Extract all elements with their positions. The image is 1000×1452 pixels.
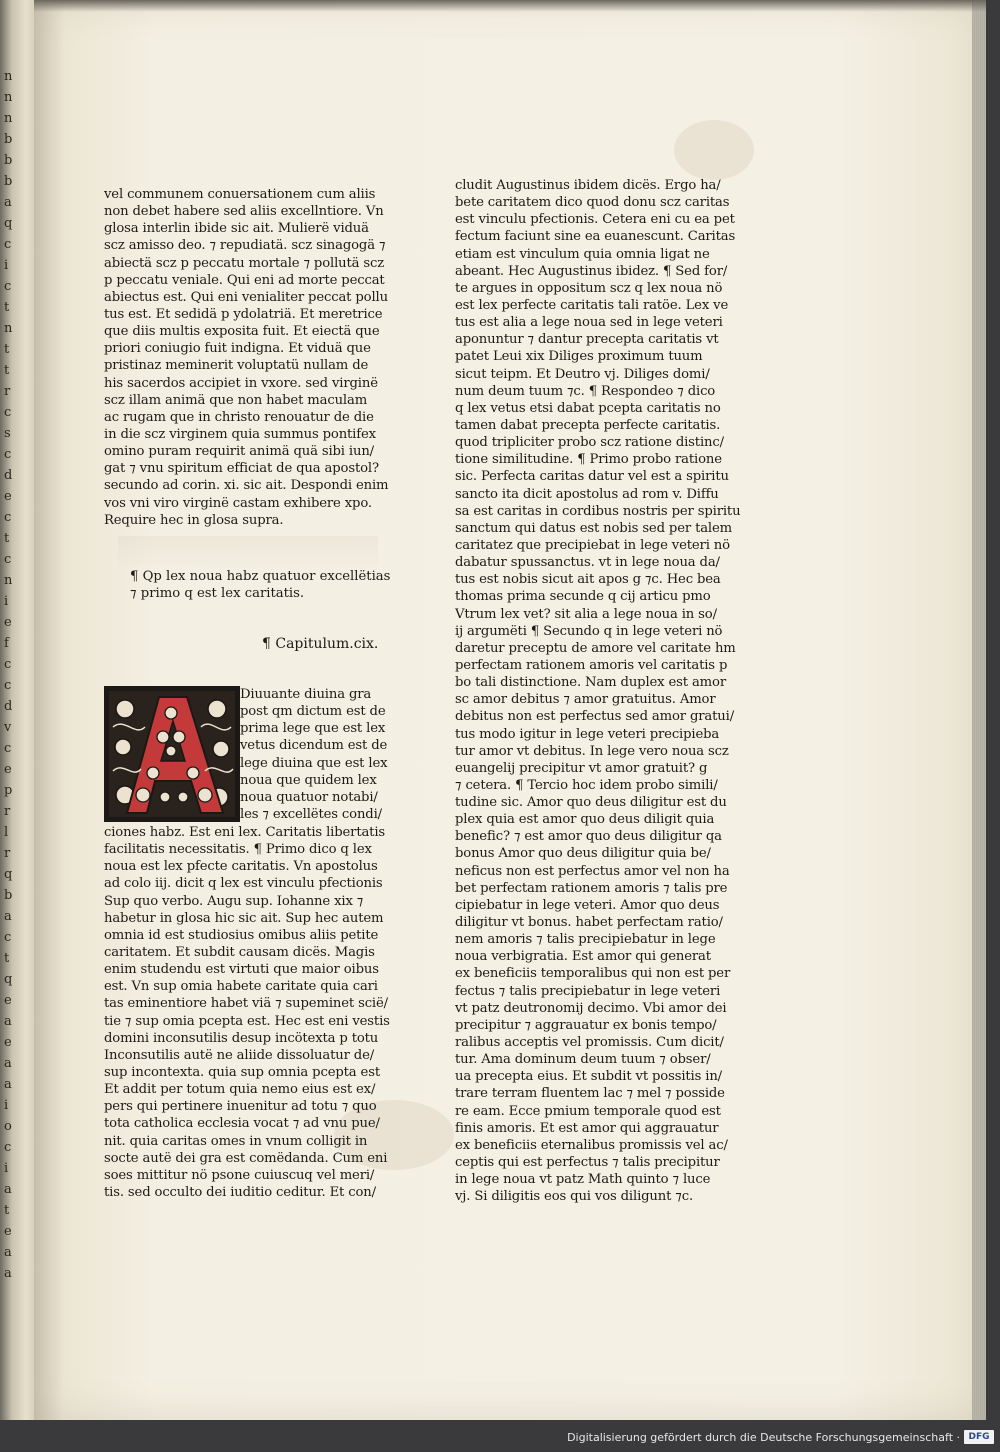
text-line: facilitatis necessitatis. ¶ Primo dico q lex <box>104 842 372 858</box>
facing-page-fragment: e <box>4 489 12 504</box>
text-line: tus est alia a lege noua sed in lege veteri <box>455 315 723 331</box>
text-line: post qm dictum est de <box>240 704 386 720</box>
text-line: abiectus est. Qui eni venialiter peccat pollu <box>104 289 388 305</box>
facing-page-fragment: n <box>4 69 13 84</box>
text-line: prima lege que est lex <box>240 721 386 737</box>
text-line: trare terram fluentem lac ⁊ mel ⁊ posside <box>455 1086 725 1102</box>
decorated-initial <box>104 686 240 822</box>
text-line: glosa interlin ibide sic ait. Mulierë viduä <box>104 221 369 237</box>
text-line: noua est lex pfecte caritatis. Vn apostolus <box>104 859 378 875</box>
initial-letter-graphic <box>105 687 239 821</box>
facing-page-fragment: t <box>4 531 10 546</box>
text-line: pristinaz meminerit voluptatü nullam de <box>104 358 369 374</box>
text-line: les ⁊ excellëtes condi/ <box>240 806 382 822</box>
text-line: in lege noua vt patz Math quinto ⁊ luce <box>455 1172 711 1188</box>
text-line: vetus dicendum est de <box>240 738 388 754</box>
facing-page-fragment: c <box>4 741 12 756</box>
chapter-title: ¶ Capitulum.cix. <box>262 636 379 652</box>
facing-page-edge <box>0 0 34 1420</box>
text-line: quod tripliciter probo scz ratione distinc/ <box>455 435 724 451</box>
text-line: bete caritatem dico quod donu scz caritas <box>455 195 730 211</box>
facing-page-fragment: b <box>4 888 13 903</box>
text-line: abiectä scz p peccatu mortale ⁊ pollutä scz <box>104 255 385 271</box>
text-line: tur amor vt debitus. In lege vero noua scz <box>455 743 729 759</box>
facing-page-fragment: f <box>4 636 9 651</box>
text-line: etiam est vinculum quia omnia ligat ne <box>455 246 710 262</box>
text-line: sanctum qui datus est nobis sed per talem <box>455 520 733 536</box>
text-line: q lex vetus etsi dabat pcepta caritatis no <box>455 400 721 416</box>
left-column-top <box>104 186 398 529</box>
text-line: cludit Augustinus ibidem dicës. Ergo ha/ <box>455 178 721 193</box>
facing-page-fragment: i <box>4 1098 9 1113</box>
section-heading <box>130 568 400 602</box>
text-line: perfectam rationem amoris vel caritatis p <box>455 657 728 673</box>
text-line: tione similitudine. ¶ Primo probo ratione <box>455 452 722 468</box>
text-line: Inconsutilis autë ne aliide dissoluatur de/ <box>104 1047 375 1063</box>
heading-line: ¶ Qp lex noua habz quatuor excellëtias <box>130 569 391 584</box>
text-line: vt patz deutronomij decimo. Vbi amor dei <box>455 1000 727 1016</box>
text-line: euangelij precipitur vt amor gratuit? g <box>455 760 708 776</box>
facing-page-fragment: p <box>4 783 13 798</box>
text-line: noua verbigratia. Est amor qui generat <box>455 949 711 965</box>
facing-page-fragment: v <box>4 720 12 735</box>
facing-page-fragment: b <box>4 132 13 147</box>
facing-page-fragment: q <box>4 972 13 987</box>
facing-page-fragment: r <box>4 846 11 861</box>
dfg-logo: DFG <box>964 1430 994 1444</box>
text-line: bet perfectam rationem amoris ⁊ talis pre <box>455 880 728 896</box>
facing-page-fragment: a <box>4 1077 12 1092</box>
text-line: pers qui pertinere inuenitur ad totu ⁊ quo <box>104 1099 377 1115</box>
facing-page-fragment: e <box>4 762 12 777</box>
facing-page-fragment: t <box>4 342 10 357</box>
facing-page-fragment: e <box>4 615 12 630</box>
text-line: habetur in glosa hic sic ait. Sup hec autem <box>104 910 384 926</box>
heading-line: ⁊ primo q est lex caritatis. <box>130 586 305 602</box>
page-fore-edge <box>972 0 986 1420</box>
text-line: soes mittitur nö psone cuiuscuq vel meri/ <box>104 1167 375 1183</box>
facing-page-fragment: c <box>4 405 12 420</box>
text-line: abeant. Hec Augustinus ibidez. ¶ Sed for/ <box>455 263 728 279</box>
left-column-bottom <box>104 824 398 1201</box>
text-line: enim studendu est virtuti que maior oibus <box>104 962 379 978</box>
text-line: daretur preceptu de amore vel caritate hm <box>455 640 736 656</box>
facing-page-fragment: e <box>4 1224 12 1239</box>
facing-page-fragment: q <box>4 216 13 231</box>
text-line: ac rugam que in christo renouatur de die <box>104 409 374 425</box>
text-line: tus est. Et sedidä p ydolatriä. Et meretrice <box>104 306 383 322</box>
text-line: his sacerdos accipiet in vxore. sed virginë <box>104 375 378 391</box>
text-line: tudine sic. Amor quo deus diligitur est du <box>455 795 727 811</box>
text-line: omnia id est studiosius omibus aliis petite <box>104 927 379 943</box>
facing-page-fragment: c <box>4 510 12 525</box>
text-line: vos vni viro virginë castam exhibere xpo. <box>104 495 372 511</box>
facing-page-fragment: a <box>4 195 12 210</box>
text-line: Vtrum lex vet? sit alia a lege noua in so/ <box>455 606 717 622</box>
facing-page-fragment: b <box>4 174 13 189</box>
facing-page-fragment: c <box>4 657 12 672</box>
facing-page-fragment: q <box>4 867 13 882</box>
text-line: te argues in oppositum scz q lex noua nö <box>455 280 723 296</box>
facing-page-fragment: d <box>4 468 13 483</box>
facing-page-fragment: t <box>4 1203 10 1218</box>
facing-page-fragment: a <box>4 1182 12 1197</box>
facing-page-fragment: s <box>4 426 11 441</box>
text-line: sic. Perfecta caritas datur vel est a spiritu <box>455 469 729 485</box>
text-line: debitus non est perfectus sed amor gratui/ <box>455 709 734 725</box>
text-line: num deum tuum ⁊c. ¶ Respondeo ⁊ dico <box>455 383 716 399</box>
facing-page-fragment: i <box>4 258 9 273</box>
facing-page-fragment: i <box>4 594 9 609</box>
facing-page-fragment: a <box>4 909 12 924</box>
facing-page-fragment: c <box>4 279 12 294</box>
text-line: in die scz virginem quia summus pontifex <box>104 426 376 442</box>
text-line: neficus non est perfectus amor vel non ha <box>455 863 730 879</box>
text-line: benefic? ⁊ est amor quo deus diligitur qa <box>455 829 722 845</box>
left-column-indented <box>240 686 400 823</box>
text-line: domini inconsutilis desup incötexta p totu <box>104 1030 379 1046</box>
facing-page-fragment: t <box>4 363 10 378</box>
text-line: Sup quo verbo. Augu sup. Iohanne xix ⁊ <box>104 893 364 909</box>
facing-page-fragment: a <box>4 1245 12 1260</box>
facing-page-fragment: a <box>4 1056 12 1071</box>
text-line: Require hec in glosa supra. <box>104 512 284 528</box>
text-line: vj. Si diligitis eos qui vos diligunt ⁊c. <box>455 1189 693 1205</box>
facing-page-fragment: d <box>4 699 13 714</box>
text-line: ad colo iij. dicit q lex est vinculu pfectionis <box>104 876 383 892</box>
text-line: tus modo igitur in lege veteri precipieba <box>455 726 720 742</box>
text-line: nit. quia caritas omes in vnum colligit in <box>104 1133 368 1149</box>
text-line: re eam. Ecce pmium temporale quod est <box>455 1103 721 1119</box>
text-line: tas eminentiore habet viä ⁊ supeminet scië/ <box>104 996 388 1012</box>
text-line: Et addit per totum quia nemo eius est ex/ <box>104 1082 376 1098</box>
text-line: tis. sed occulto dei iuditio ceditur. Et con/ <box>104 1184 376 1200</box>
text-line: finis amoris. Et est amor qui aggrauatur <box>455 1120 719 1136</box>
text-line: scz amisso deo. ⁊ repudiatä. scz sinagogä ⁊ <box>104 238 386 254</box>
text-line: est vinculu pfectionis. Cetera eni cu ea pet <box>455 212 735 228</box>
facing-page-fragment: c <box>4 678 12 693</box>
show-through-text <box>118 536 378 566</box>
text-line: ij argumëti ¶ Secundo q in lege veteri nö <box>455 623 723 639</box>
text-line: tamen dabat precepta perfecte caritatis. <box>455 417 721 433</box>
text-line: sancto ita dicit apostolus ad rom v. Diffu <box>455 486 719 502</box>
facing-page-fragment: n <box>4 321 13 336</box>
text-line: Diuuante diuina gra <box>240 687 372 702</box>
text-line: bonus Amor quo deus diligitur quia be/ <box>455 846 711 862</box>
facing-page-fragment: n <box>4 573 13 588</box>
facing-page-fragment: t <box>4 951 10 966</box>
text-line: lege diuina que est lex <box>240 755 388 771</box>
facing-page-fragment: c <box>4 447 12 462</box>
text-line: vel communem conuersationem cum aliis <box>104 187 376 202</box>
text-line: plex quia est amor quo deus diligit quia <box>455 812 715 828</box>
text-line: bo tali distinctione. Nam duplex est amor <box>455 675 726 691</box>
facing-page-fragment: a <box>4 1014 12 1029</box>
text-line: dabatur spussanctus. vt in lege noua da/ <box>455 555 720 571</box>
text-line: non debet habere sed aliis excellntiore. Vn <box>104 204 384 220</box>
text-line: fectum faciunt sine ea euanescunt. Caritas <box>455 229 736 245</box>
text-line: tus est nobis sicut ait apos g ⁊c. Hec bea <box>455 572 721 588</box>
text-line: que diis multis exposita fuit. Et eiectä que <box>104 324 380 340</box>
text-line: est lex perfecte caritatis tali ratöe. Lex ve <box>455 297 729 313</box>
text-line: scz illam animä que non habet maculam <box>104 392 368 408</box>
page-top-shadow <box>34 0 986 12</box>
facing-page-fragment: e <box>4 1035 12 1050</box>
funding-credit: Digitalisierung gefördert durch die Deutsche Forschungsgemeinschaft · <box>567 1431 960 1444</box>
facing-page-fragment: i <box>4 1161 9 1176</box>
text-line: aponuntur ⁊ dantur precepta caritatis vt <box>455 332 719 348</box>
facing-page-fragment: b <box>4 153 13 168</box>
facing-page-fragment: o <box>4 1119 12 1134</box>
text-line: caritatem. Et subdit causam dicës. Magis <box>104 944 375 960</box>
text-line: sup incontexta. quia sup omnia pcepta est <box>104 1064 380 1080</box>
facing-page-fragment: a <box>4 1266 12 1281</box>
facing-page-fragment: c <box>4 1140 12 1155</box>
text-line: patet Leui xix Diliges proximum tuum <box>455 349 703 365</box>
text-line: ex beneficiis temporalibus qui non est per <box>455 966 731 982</box>
text-line: tota catholica ecclesia vocat ⁊ ad vnu pue/ <box>104 1116 380 1132</box>
text-line: est. Vn sup omia habete caritate quia cari <box>104 979 378 995</box>
text-line: precipitur ⁊ aggrauatur ex bonis tempo/ <box>455 1017 717 1033</box>
text-line: secundo ad corin. xi. sic ait. Despondi enim <box>104 478 389 494</box>
facing-page-fragment: t <box>4 300 10 315</box>
text-line: noua quatuor notabi/ <box>240 789 378 805</box>
text-line: thomas prima secunde q cij articu pmo <box>455 589 711 605</box>
text-line: diligitur vt bonus. habet perfectam ratio/ <box>455 915 723 931</box>
facing-page-fragment: e <box>4 993 12 1008</box>
facing-page-fragment: r <box>4 804 11 819</box>
text-line: ceptis qui est perfectus ⁊ talis precipitur <box>455 1155 720 1171</box>
text-line: sc amor debitus ⁊ amor gratuitus. Amor <box>455 692 716 708</box>
text-line: fectus ⁊ talis precipiebatur in lege veteri <box>455 983 721 999</box>
text-line: ua precepta eius. Et subdit vt possitis in/ <box>455 1069 722 1085</box>
text-line: ⁊ cetera. ¶ Tercio hoc idem probo simili/ <box>455 777 718 793</box>
facing-page-fragment: n <box>4 111 13 126</box>
text-line: ralibus acceptis vel promissis. Cum dicit/ <box>455 1035 724 1051</box>
facing-page-fragment: c <box>4 930 12 945</box>
facing-page-fragment: n <box>4 90 13 105</box>
text-line: socte autë dei gra est comëdanda. Cum eni <box>104 1150 388 1166</box>
facing-page-fragment: c <box>4 552 12 567</box>
facing-page-fragment: c <box>4 237 12 252</box>
text-line: tur. Ama dominum deum tuum ⁊ obser/ <box>455 1052 711 1068</box>
text-line: tie ⁊ sup omia pcepta est. Hec est eni vestis <box>104 1013 390 1029</box>
text-line: noua que quidem lex <box>240 772 377 788</box>
text-line: priori coniugio fuit indigna. Et viduä que <box>104 341 371 357</box>
text-line: ciones habz. Est eni lex. Caritatis libertatis <box>104 825 386 840</box>
text-line: sa est caritas in cordibus nostris per spiritu <box>455 503 741 519</box>
text-line: gat ⁊ vnu spiritum efficiat de qua apostol? <box>104 461 379 477</box>
facing-page-fragment: r <box>4 384 11 399</box>
text-line: p peccatu veniale. Qui eni ad morte peccat <box>104 272 385 288</box>
text-line: cipiebatur in lege veteri. Amor quo deus <box>455 897 720 913</box>
text-line: ex beneficiis eternalibus promissis vel ac/ <box>455 1137 728 1153</box>
text-line: nem amoris ⁊ talis precipiebatur in lege <box>455 932 716 948</box>
paper-stain <box>674 120 754 180</box>
facing-page-fragment: l <box>4 825 9 840</box>
right-column <box>455 177 755 1205</box>
text-line: sicut teipm. Et Deutro vj. Diliges domi/ <box>455 366 710 382</box>
text-line: caritatez que precipiebat in lege veteri nö <box>455 537 730 553</box>
text-line: omino puram requirit animä quä sibi iun/ <box>104 444 374 460</box>
